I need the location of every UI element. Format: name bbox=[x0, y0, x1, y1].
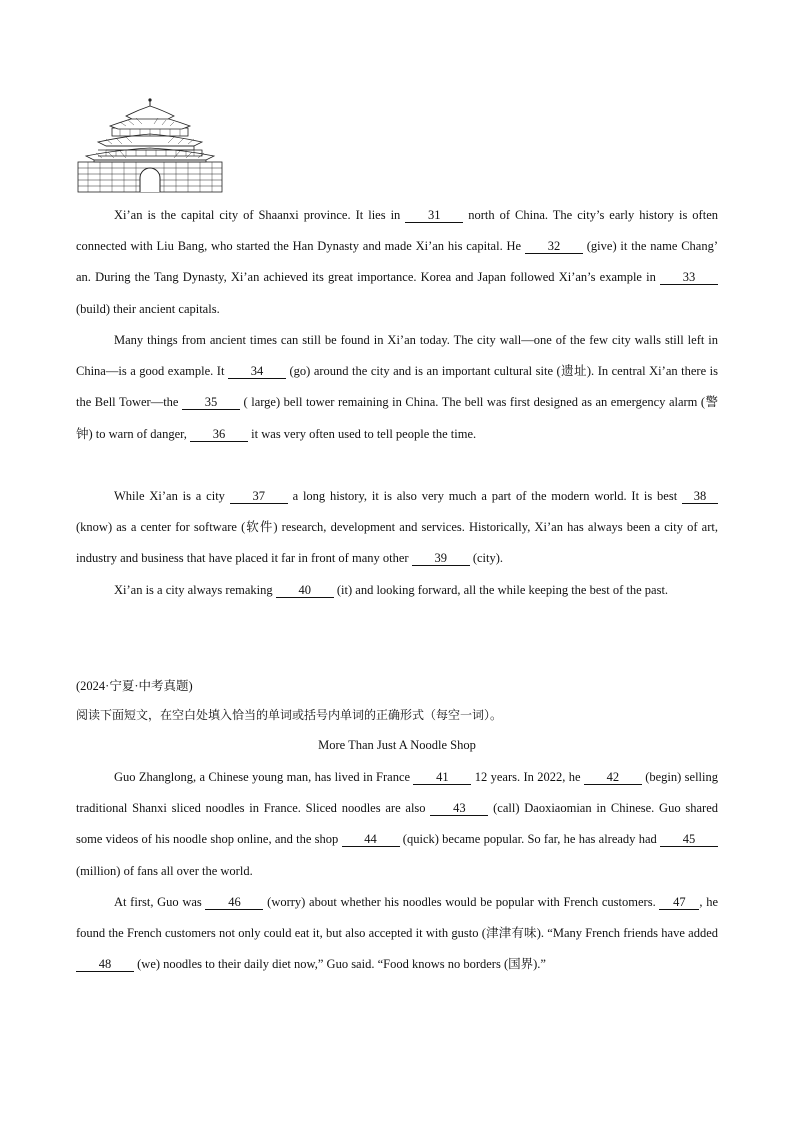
answer-blank-38[interactable]: 38 bbox=[682, 489, 718, 504]
passage1-paragraph-4 bbox=[76, 575, 718, 606]
passage-text: (give) it the name Chang’ an. During the Tang Dynasty, Xi’an achieved its great importance. Korea and Japan followed Xi’an’s example in bbox=[76, 239, 718, 285]
passage-text: north of China. The city’s early history is often connected with Liu Bang, who started the Han Dynasty and made Xi’an his capital. He bbox=[76, 208, 718, 254]
passage1-paragraph-3 bbox=[76, 481, 718, 575]
passage-text: (we) noodles to their daily diet now,” Guo said. “Food knows no borders (国界).” bbox=[134, 957, 546, 972]
passage-text: (it) and looking forward, all the while keeping the best of the past. bbox=[333, 583, 669, 597]
passage-text: (call) Daoxiaomian in Chinese. Guo shared some videos of his noodle shop online, and the shop bbox=[76, 801, 718, 847]
passage-text: Guo Zhanglong, a Chinese young man, has lived in France bbox=[114, 770, 414, 784]
passage-text: (go) around the city and is an important cultural site (遗址). In central Xi’an there is the Bell Tower—the bbox=[76, 364, 718, 410]
passage-text: Many things from ancient times can still be found in Xi’an today. The city wall—one of the few city walls still left in China—is a good example. It bbox=[76, 333, 718, 379]
answer-blank-48[interactable]: 48 bbox=[76, 957, 134, 972]
passage2-paragraph-1 bbox=[76, 762, 718, 887]
passage-text: (quick) became popular. So far, he has already had bbox=[399, 832, 660, 847]
answer-blank-36[interactable]: 36 bbox=[190, 427, 248, 442]
answer-blank-43[interactable]: 43 bbox=[430, 801, 488, 816]
passage-text: , he found the French customers not only could eat it, but also accepted it with gusto (津津有味). “Many French friends have added bbox=[76, 895, 719, 941]
answer-blank-35[interactable]: 35 bbox=[182, 395, 240, 410]
answer-blank-37[interactable]: 37 bbox=[230, 489, 288, 504]
answer-blank-47[interactable]: 47 bbox=[659, 895, 699, 910]
answer-blank-44[interactable]: 44 bbox=[342, 832, 400, 847]
bell-tower-illustration bbox=[76, 98, 224, 194]
passage-text: (worry) about whether his noodles would be popular with French customers. bbox=[263, 895, 660, 909]
passage-text: 12 years. In 2022, he bbox=[471, 770, 584, 784]
passage-text: (million) of fans all over the world. bbox=[76, 863, 253, 878]
passage-text: a long history, it is also very much a part of the modern world. It is best bbox=[287, 489, 682, 503]
passage-title: More Than Just A Noodle Shop bbox=[318, 738, 476, 752]
passage-text: At first, Guo was bbox=[114, 895, 206, 909]
passage-text: While Xi’an is a city bbox=[114, 489, 230, 503]
passage1-paragraph-2 bbox=[76, 325, 718, 450]
passage-text: it was very often used to tell people the time. bbox=[248, 426, 477, 441]
answer-blank-41[interactable]: 41 bbox=[413, 770, 471, 785]
question-source: (2024·宁夏·中考真题) bbox=[76, 679, 193, 693]
passage1-paragraph-1 bbox=[76, 200, 718, 325]
instruction-text: 阅读下面短文，在空白处填入恰当的单词或括号内单词的正确形式（每空一词）。 bbox=[76, 708, 503, 722]
answer-blank-33[interactable]: 33 bbox=[660, 270, 718, 285]
passage-text: Xi’an is a city always remaking bbox=[114, 583, 276, 597]
answer-blank-45[interactable]: 45 bbox=[660, 832, 718, 847]
answer-blank-31[interactable]: 31 bbox=[405, 208, 463, 223]
passage-text: ( large) bell tower remaining in China. The bell was first designed as an emergency alarm (警钟) to warn of danger, bbox=[76, 395, 718, 441]
passage2-paragraph-2 bbox=[76, 887, 718, 981]
answer-blank-40[interactable]: 40 bbox=[276, 583, 334, 598]
answer-blank-42[interactable]: 42 bbox=[584, 770, 642, 785]
answer-blank-39[interactable]: 39 bbox=[412, 551, 470, 566]
passage-text: (begin) selling traditional Shanxi sliced noodles in France. Sliced noodles are also bbox=[76, 770, 718, 816]
answer-blank-32[interactable]: 32 bbox=[525, 239, 583, 254]
passage-text: (city). bbox=[469, 551, 504, 566]
passage-text: Xi’an is the capital city of Shaanxi province. It lies in bbox=[114, 208, 406, 222]
answer-blank-34[interactable]: 34 bbox=[228, 364, 286, 379]
answer-blank-46[interactable]: 46 bbox=[205, 895, 263, 910]
passage-text: (know) as a center for software (软件) research, development and services. Historically, Xi’an has always been a city of art, industry and business that have placed it far in front of many other bbox=[76, 520, 718, 566]
passage-text: (build) their ancient capitals. bbox=[76, 301, 220, 316]
